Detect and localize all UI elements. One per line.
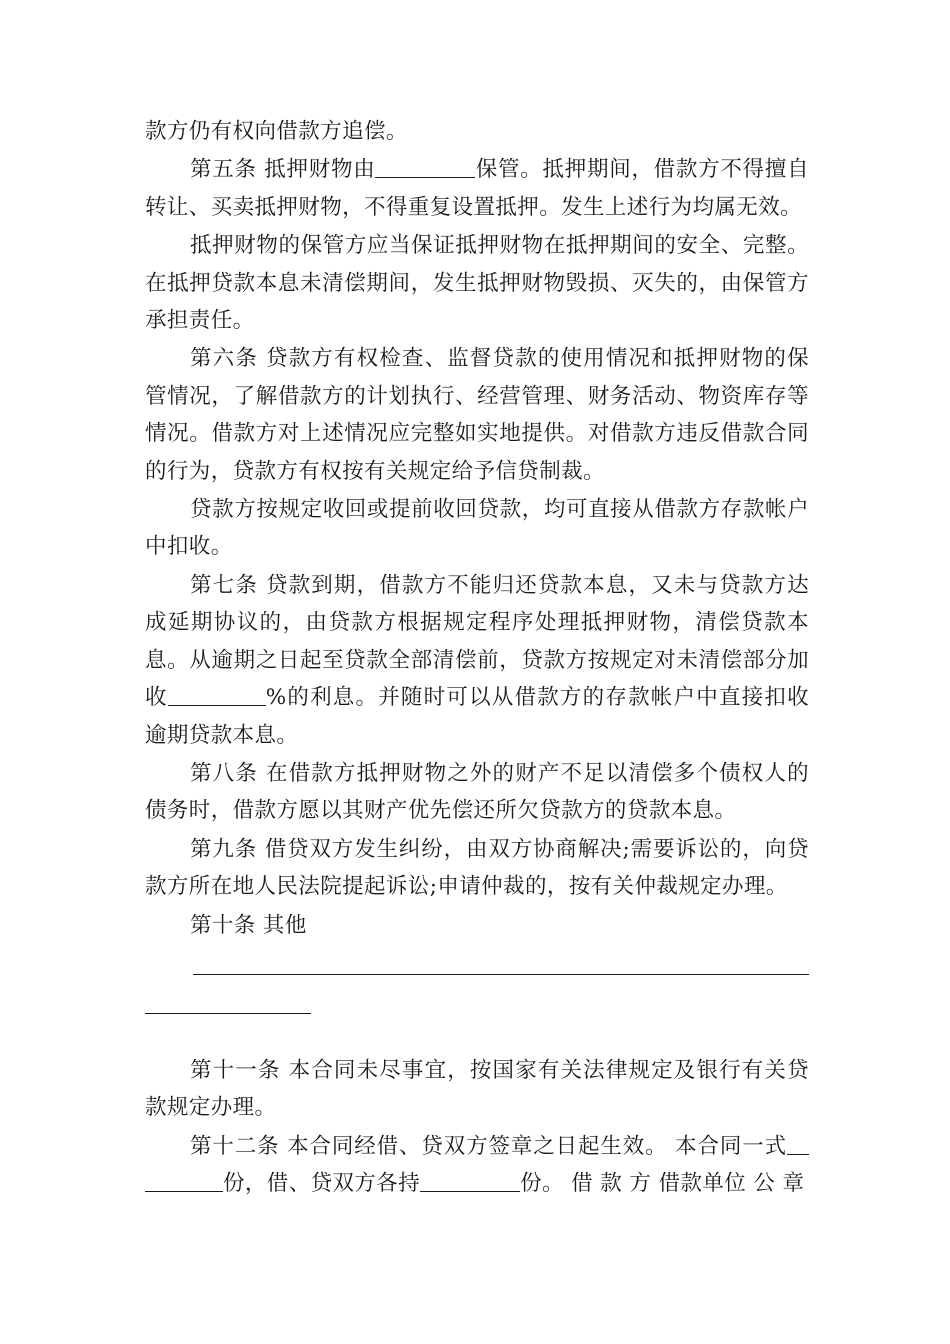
- article-6: [145, 340, 809, 490]
- article-12-text-middle: 份，借、贷双方各持: [223, 1171, 421, 1197]
- article-7: [145, 567, 809, 754]
- other-terms-fill-lines: [145, 945, 809, 1019]
- article-10: [145, 907, 809, 944]
- paragraph-continuation: [145, 113, 809, 150]
- contract-page: [145, 113, 809, 1204]
- article-6-text: 第六条 贷款方有权检查、监督贷款的使用情况和抵押财物的保管情况，了解借款方的计划执行、经营管理、财务活动、物资库存等情况。借款方对上述情况应完整如实地提供。对借款方违反借款合同的行为，贷款方有权按有关规定给予信贷制裁。: [145, 346, 809, 484]
- article-10-text: 第十条 其他: [190, 912, 307, 938]
- article-8-text: 第八条 在借款方抵押财物之外的财产不足以清偿多个债权人的债务时，借款方愿以其财产优先偿还所欠贷款方的贷款本息。: [145, 760, 809, 824]
- copies-blank-part2: [145, 1169, 223, 1192]
- fill-line-short: [145, 1013, 311, 1014]
- paragraph-text: 款方仍有权向借款方追偿。: [145, 119, 408, 144]
- copies-each-blank: [420, 1169, 520, 1192]
- article-11: [145, 1052, 809, 1127]
- paragraph-text: 抵押财物的保管方应当保证抵押财物在抵押期间的安全、完整。在抵押贷款本息未清偿期间，发生抵押财物毁损、灭失的，由保管方承担责任。: [145, 233, 809, 334]
- article-12: [145, 1128, 809, 1203]
- article-7-text-end: %的利息。并随时可以从借款方的存款帐户中直接扣收逾期贷款本息。: [145, 685, 809, 748]
- article-9: [145, 831, 809, 906]
- interest-rate-blank: [168, 683, 266, 706]
- article-11-text: 第十一条 本合同未尽事宜，按国家有关法律规定及银行有关贷款规定办理。: [145, 1057, 809, 1121]
- article-8: [145, 755, 809, 830]
- article-5: [145, 151, 809, 226]
- article-7-text-start: 第七条 贷款到期，借款方不能归还贷款本息，又未与贷款方达成延期协议的，由贷款方根据规定程序处理抵押财物，清偿贷款本息。从逾期之日起至贷款全部清偿前，贷款方按规定对未清偿部分加收: [145, 572, 809, 711]
- article-5-custody-paragraph: [145, 227, 809, 339]
- article-12-text-end: 份。 借 款 方 借款单位 公 章: [520, 1171, 805, 1197]
- custodian-blank: [375, 155, 475, 178]
- paragraph-text: 贷款方按规定收回或提前收回贷款，均可直接从借款方存款帐户中扣收。: [145, 497, 809, 560]
- article-9-text: 第九条 借贷双方发生纠纷，由双方协商解决;需要诉讼的，向贷款方所在地人民法院提起诉讼;申请仲裁的，按有关仲裁规定办理。: [145, 836, 809, 900]
- copies-blank-part1: [787, 1132, 809, 1155]
- article-5-text-start: 第五条 抵押财物由: [190, 157, 376, 183]
- article-12-text-start: 第十二条 本合同经借、贷双方签章之日起生效。 本合同一式: [190, 1133, 787, 1159]
- article-5-text-end: 保管。抵押期间，借款方不得擅自转让、买卖抵押财物，不得重复设置抵押。发生上述行为均属无效。: [145, 157, 809, 220]
- fill-line-long: [193, 974, 809, 975]
- article-6-recovery-paragraph: [145, 491, 809, 566]
